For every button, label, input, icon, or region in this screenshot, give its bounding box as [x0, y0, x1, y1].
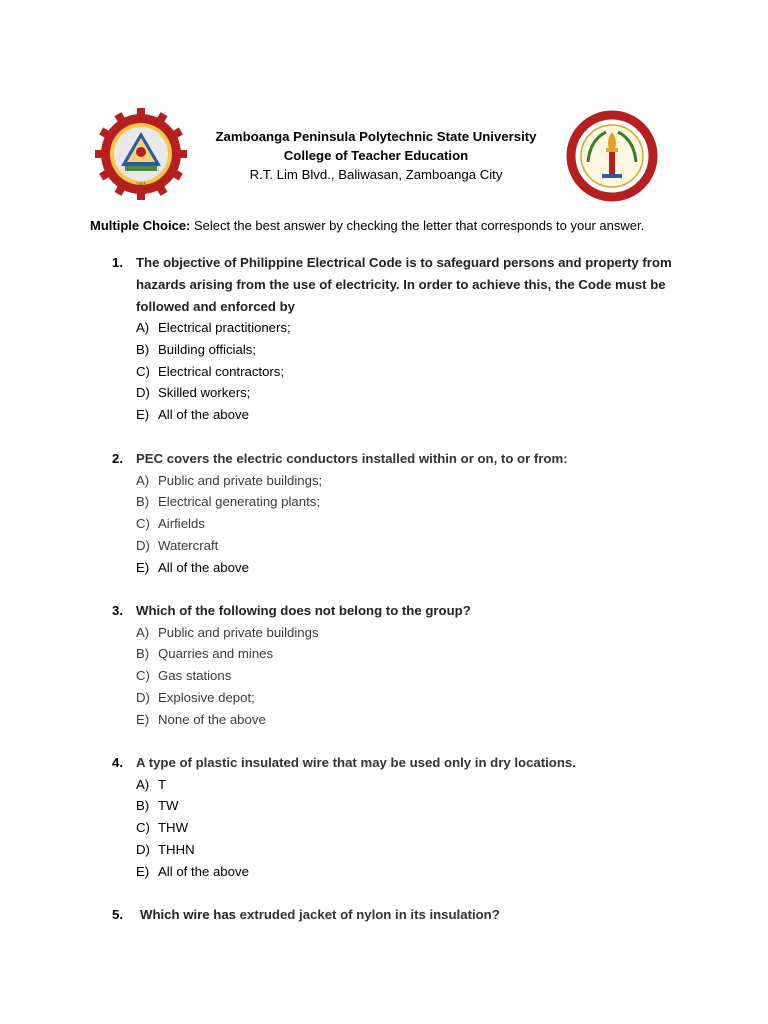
university-name: Zamboanga Peninsula Polytechnic State University	[215, 129, 537, 144]
option-b[interactable]	[136, 339, 256, 361]
option-letter: B)	[136, 646, 150, 661]
option-letter: E)	[136, 407, 150, 422]
instructions	[90, 216, 644, 236]
option-b[interactable]	[136, 643, 273, 665]
instructions-label: Multiple Choice:	[90, 218, 191, 233]
option-text: All of the above	[158, 407, 249, 422]
question-stem	[136, 448, 676, 470]
option-letter: B)	[136, 798, 150, 813]
option-text: None of the above	[158, 712, 266, 727]
option-letter: A)	[136, 320, 150, 335]
right-logo-year: 1968	[606, 188, 618, 193]
option-a[interactable]	[136, 774, 166, 796]
option-text: Electrical contractors;	[158, 364, 285, 379]
option-b[interactable]	[136, 491, 320, 513]
option-letter: C)	[136, 516, 150, 531]
stem-line: Which of the following does not belong to the group?	[136, 603, 471, 618]
option-letter: B)	[136, 342, 150, 357]
option-d[interactable]	[136, 535, 218, 557]
option-c[interactable]	[136, 817, 188, 839]
option-text: T	[158, 777, 167, 792]
option-letter: A)	[136, 473, 150, 488]
instructions-text: Select the best answer by checking the letter that corresponds to your answer.	[190, 218, 645, 233]
question-stem	[140, 904, 680, 926]
document-header	[0, 108, 768, 204]
option-e[interactable]	[136, 404, 249, 426]
option-letter: C)	[136, 364, 150, 379]
college-name: College of Teacher Education	[283, 148, 469, 163]
option-letter: C)	[136, 668, 150, 683]
question-number: 1.	[112, 255, 123, 270]
option-e[interactable]	[136, 709, 266, 731]
stem-line: A type of plastic insulated wire that may be used only in dry locations.	[136, 755, 576, 770]
question-number: 5.	[112, 907, 123, 922]
college-seal-logo	[566, 110, 658, 202]
option-a[interactable]	[136, 470, 322, 492]
option-text: THW	[158, 820, 189, 835]
left-logo-year: 1905	[135, 182, 147, 187]
option-text: Electrical practitioners;	[158, 320, 291, 335]
option-letter: D)	[136, 690, 150, 705]
stem-line: PEC covers the electric conductors installed within or on, to or from:	[136, 451, 568, 466]
option-a[interactable]	[136, 622, 319, 644]
question-stem	[136, 600, 676, 622]
option-letter: E)	[136, 864, 150, 879]
option-letter: B)	[136, 494, 150, 509]
option-a[interactable]	[136, 317, 291, 339]
option-letter: E)	[136, 712, 150, 727]
option-letter: A)	[136, 777, 150, 792]
option-text: All of the above	[158, 560, 249, 575]
question-stem	[136, 252, 676, 317]
option-letter: D)	[136, 842, 150, 857]
stem-line: hazards arising from the use of electricity. In order to achieve this, the Code must be	[136, 276, 666, 292]
option-text: All of the above	[158, 864, 249, 879]
option-text: THHN	[158, 842, 195, 857]
option-letter: A)	[136, 625, 150, 640]
option-text: Public and private buildings;	[158, 473, 323, 488]
option-d[interactable]	[136, 382, 250, 404]
option-d[interactable]	[136, 839, 195, 861]
option-letter: D)	[136, 385, 150, 400]
option-letter: C)	[136, 820, 150, 835]
option-e[interactable]	[136, 861, 249, 883]
option-text: Gas stations	[158, 668, 232, 683]
option-text: Quarries and mines	[158, 646, 274, 661]
option-text: Skilled workers;	[158, 385, 251, 400]
option-c[interactable]	[136, 665, 231, 687]
option-c[interactable]	[136, 361, 284, 383]
question-number: 4.	[112, 755, 123, 770]
option-letter: E)	[136, 560, 150, 575]
option-e[interactable]	[136, 557, 249, 579]
stem-part: extruded jacket of nylon in its insulation?	[239, 907, 500, 922]
option-text: Watercraft	[158, 538, 219, 553]
option-letter: D)	[136, 538, 150, 553]
stem-part: Which wire has	[140, 907, 240, 922]
university-seal-logo	[95, 108, 187, 200]
option-text: Explosive depot;	[158, 690, 255, 705]
question-number: 3.	[112, 603, 123, 618]
option-text: Airfields	[158, 516, 205, 531]
address: R.T. Lim Blvd., Baliwasan, Zamboanga City	[249, 167, 503, 182]
option-text: TW	[158, 798, 179, 813]
option-d[interactable]	[136, 687, 255, 709]
question-number: 2.	[112, 451, 123, 466]
option-text: Building officials;	[158, 342, 256, 357]
question-stem	[136, 752, 676, 774]
stem-line: The objective of Philippine Electrical Code is to safeguard persons and property from	[136, 255, 672, 270]
option-text: Electrical generating plants;	[158, 494, 321, 509]
option-c[interactable]	[136, 513, 205, 535]
stem-line: followed and enforced by	[136, 298, 295, 314]
option-text: Public and private buildings	[158, 625, 319, 640]
option-b[interactable]	[136, 795, 179, 817]
